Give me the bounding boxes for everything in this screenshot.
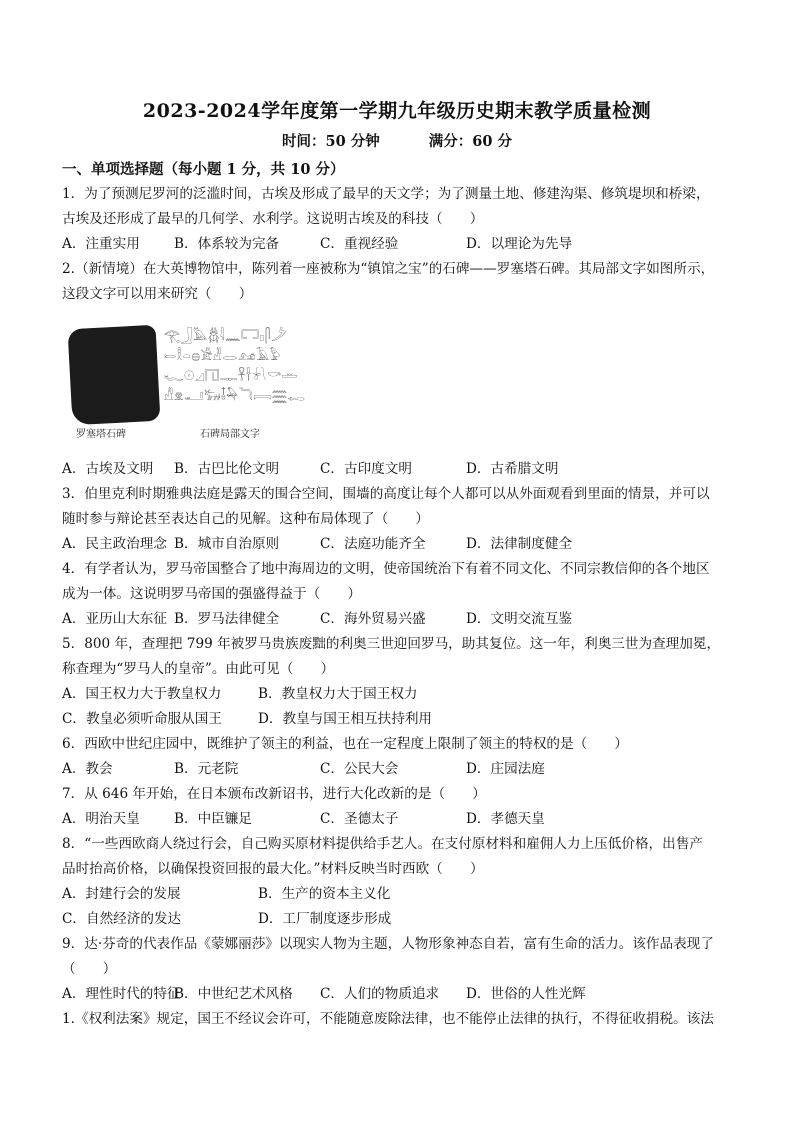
option-b[interactable]: B．中臣镰足 xyxy=(174,811,252,827)
option-b[interactable]: B．城市自治原则 xyxy=(174,536,280,552)
question-5 xyxy=(62,632,738,732)
exam-title: 2023-2024学年度第一学期九年级历史期末教学质量检测 xyxy=(142,100,652,122)
options-row xyxy=(62,532,738,557)
options-row xyxy=(62,907,738,932)
inscription-row: 𓆑𓇳𓈎𓉔𓊃𓋹𓌂𓍯𓎡𓏛 xyxy=(164,369,298,384)
question-text-line: 称查理为“罗马人的皇帝”。由此可见（ ） xyxy=(62,661,335,677)
inscription-row: 𓍿𓎛𓏏𓐍𓀀𓁐𓂋𓃭𓄿𓅱 xyxy=(164,349,282,364)
option-d[interactable]: D．法律制度健全 xyxy=(466,536,573,552)
exam-subtitle xyxy=(0,130,794,151)
option-d[interactable]: D．文明交流互鉴 xyxy=(466,611,573,627)
section-heading: 一、单项选择题（每小题 1 分，共 10 分） xyxy=(62,161,345,178)
option-b[interactable]: B．元老院 xyxy=(174,761,239,777)
exam-score: 满分：60 分 xyxy=(428,133,513,150)
question-6 xyxy=(62,732,738,782)
option-a[interactable]: A．古埃及文明 xyxy=(62,461,154,477)
rosetta-stone-image xyxy=(68,325,161,425)
option-d[interactable]: D．工厂制度逐步形成 xyxy=(258,911,392,927)
options-row xyxy=(62,982,738,1007)
option-b[interactable]: B．生产的资本主义化 xyxy=(258,886,391,902)
option-a[interactable]: A．教会 xyxy=(62,761,113,777)
exam-content xyxy=(62,157,738,1032)
question-text-line: 1.《权利法案》规定，国王不经议会许可，不能随意废除法律，也不能停止法律的执行，不得征收捐税。该法 xyxy=(62,1011,714,1027)
option-c[interactable]: C．人们的物质追求 xyxy=(320,986,440,1002)
exam-time: 时间：50 分钟 xyxy=(281,133,380,150)
option-b[interactable]: B．中世纪艺术风格 xyxy=(174,986,293,1002)
option-c[interactable]: C．海外贸易兴盛 xyxy=(320,611,426,627)
option-b[interactable]: B．体系较为完备 xyxy=(174,236,280,252)
rosetta-stone-figure xyxy=(62,313,738,453)
option-b[interactable]: B．古巴比伦文明 xyxy=(174,461,280,477)
option-d[interactable]: D．庄园法庭 xyxy=(466,761,545,777)
question-2 xyxy=(62,257,738,482)
question-1 xyxy=(62,182,738,257)
question-7 xyxy=(62,782,738,832)
options-row xyxy=(62,807,738,832)
inscription-row: 𓂀𓃀𓅓𓆣𓇋𓈖𓉐𓊪𓋴𓌳 xyxy=(164,329,287,344)
question-3 xyxy=(62,482,738,557)
question-text-line: 品时抬高价格，以确保投资回报的最大化。”材料反映当时西欧（ ） xyxy=(62,861,484,877)
question-text-line: 这段文字可以用来研究（ ） xyxy=(62,286,253,302)
question-text-line: 古埃及还形成了最早的几何学、水利学。这说明古埃及的科技（ ） xyxy=(62,211,484,227)
option-c[interactable]: C．公民大会 xyxy=(320,761,399,777)
question-text-line: 3．伯里克利时期雅典法庭是露天的围合空间，围墙的高度让每个人都可以从外面观看到里面的情景，并可以 xyxy=(62,486,710,502)
options-row xyxy=(62,607,738,632)
options-row xyxy=(62,682,738,707)
question-text-line: （ ） xyxy=(62,961,117,977)
question-10 xyxy=(62,1007,738,1032)
options-row xyxy=(62,707,738,732)
option-d[interactable]: D．世俗的人性光辉 xyxy=(466,986,586,1002)
option-d[interactable]: D．古希腊文明 xyxy=(466,461,559,477)
question-text-line: 1．为了预测尼罗河的泛滥时间，古埃及形成了最早的天文学；为了测量土地、修建沟渠、修筑堤坝和桥梁， xyxy=(62,186,710,202)
inscription-row: 𓀭𓁷𓂝𓃒𓄤𓅆𓆓𓇯𓈗𓉻 xyxy=(164,389,306,404)
option-b[interactable]: B．罗马法律健全 xyxy=(174,611,280,627)
option-a[interactable]: A．国王权力大于教皇权力 xyxy=(62,686,222,702)
question-text-line: 9．达·芬奇的代表作品《蒙娜丽莎》以现实人物为主题，人物形象神态自若，富有生命的活力。该作品表现了 xyxy=(62,936,714,952)
option-d[interactable]: D．孝德天皇 xyxy=(466,811,545,827)
question-text-line: 7．从 646 年开始，在日本颁布改新诏书，进行大化改新的是（ ） xyxy=(62,786,486,802)
option-a[interactable]: A．注重实用 xyxy=(62,236,140,252)
inscription-image xyxy=(164,327,324,415)
option-c[interactable]: C．古印度文明 xyxy=(320,461,412,477)
option-b[interactable]: B．教皇权力大于国王权力 xyxy=(258,686,418,702)
question-text-line: 2.（新情境）在大英博物馆中，陈列着一座被称为“镇馆之宝”的石碑——罗塞塔石碑。其局部文字如图所示， xyxy=(62,261,715,277)
question-text-line: 6．西欧中世纪庄园中，既维护了领主的利益，也在一定程度上限制了领主的特权的是（ ） xyxy=(62,736,628,752)
figure-caption-inscription: 石碑局部文字 xyxy=(200,429,260,440)
question-text-line: 成为一体。这说明罗马帝国的强盛得益于（ ） xyxy=(62,586,362,602)
question-text-line: 5．800 年，查理把 799 年被罗马贵族废黜的利奥三世迎回罗马，助其复位。这一年，利奥三世为查理加冕， xyxy=(62,636,721,652)
question-8 xyxy=(62,832,738,932)
option-c[interactable]: C．教皇必须听命服从国王 xyxy=(62,711,222,727)
option-a[interactable]: A．理性时代的特征 xyxy=(62,986,181,1002)
figure-caption-stone: 罗塞塔石碑 xyxy=(76,429,126,440)
option-a[interactable]: A．封建行会的发展 xyxy=(62,886,181,902)
options-row xyxy=(62,882,738,907)
option-a[interactable]: A．民主政治理念 xyxy=(62,536,167,552)
question-text-line: 4．有学者认为，罗马帝国整合了地中海周边的文明，使帝国统治下有着不同文化、不同宗教信仰的各个地区 xyxy=(62,561,710,577)
question-9 xyxy=(62,932,738,1007)
options-row xyxy=(62,457,738,482)
question-text-line: 随时参与辩论甚至表达自己的见解。这种布局体现了（ ） xyxy=(62,511,430,527)
option-d[interactable]: D．教皇与国王相互扶持利用 xyxy=(258,711,433,727)
option-c[interactable]: C．法庭功能齐全 xyxy=(320,536,426,552)
options-row xyxy=(62,757,738,782)
option-c[interactable]: C．自然经济的发达 xyxy=(62,911,182,927)
option-c[interactable]: C．圣德太子 xyxy=(320,811,399,827)
question-text-line: 8．“一些西欧商人绕过行会，自己购买原材料提供给手艺人。在支付原材料和雇佣人力上压低价格，出售产 xyxy=(62,836,703,852)
option-d[interactable]: D．以理论为先导 xyxy=(466,236,573,252)
question-4 xyxy=(62,557,738,632)
option-a[interactable]: A．亚历山大东征 xyxy=(62,611,167,627)
option-c[interactable]: C．重视经验 xyxy=(320,236,399,252)
option-a[interactable]: A．明治天皇 xyxy=(62,811,140,827)
options-row xyxy=(62,232,738,257)
